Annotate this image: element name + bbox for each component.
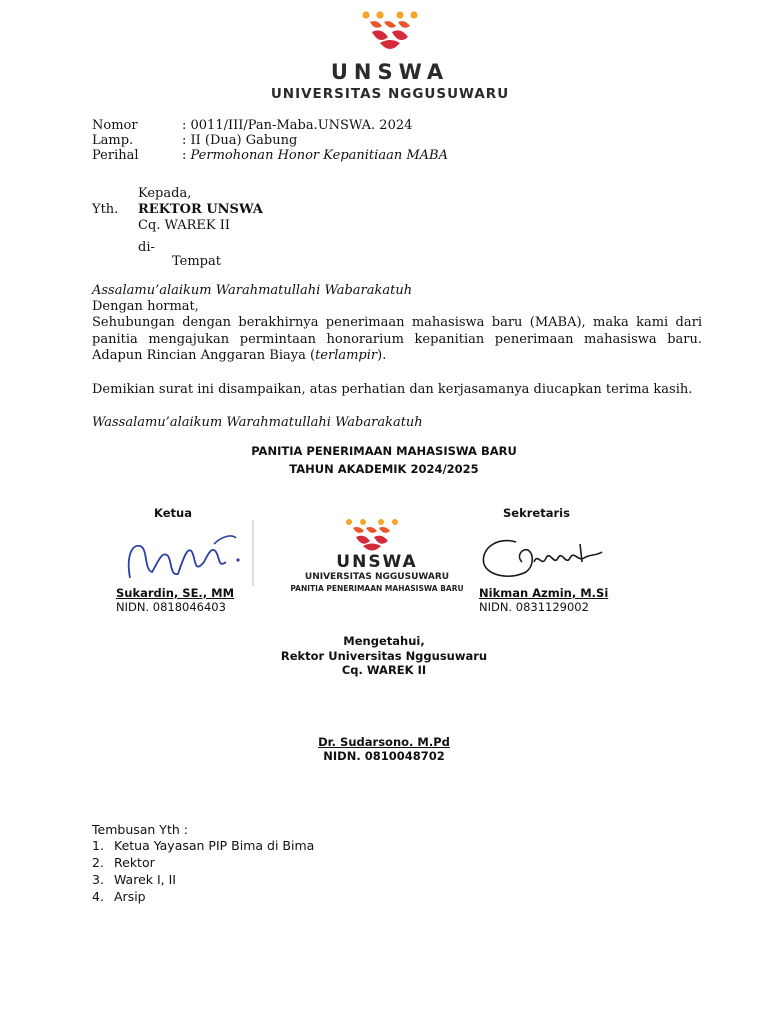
committee-year: TAHUN AKADEMIK 2024/2025 bbox=[289, 462, 479, 476]
sekretaris-name: Nikman Azmin, M.Si bbox=[479, 586, 609, 600]
sekretaris-title: Sekretaris bbox=[503, 506, 570, 520]
lamp-label: Lamp. bbox=[92, 133, 134, 148]
recipient-cq: Cq. WAREK II bbox=[138, 218, 231, 233]
letterhead-name: UNSWA bbox=[330, 60, 450, 84]
greeting: Dengan hormat, bbox=[92, 299, 199, 314]
ketua-title: Ketua bbox=[154, 506, 192, 520]
rektor-name: Dr. Sudarsono. M.Pd bbox=[318, 735, 450, 749]
stamp-name: UNSWA bbox=[336, 552, 418, 572]
tempat-label: Tempat bbox=[172, 254, 221, 269]
nomor-label: Nomor bbox=[92, 118, 138, 133]
perihal-colon: : bbox=[182, 148, 191, 163]
approval-cq: Cq. WAREK II bbox=[341, 663, 427, 677]
list-item: 3. Warek I, II bbox=[92, 872, 176, 887]
terlampir-text: terlampir bbox=[315, 348, 378, 363]
ketua-signature-icon bbox=[118, 516, 258, 588]
sekretaris-signature-icon bbox=[476, 532, 606, 584]
committee-stamp bbox=[283, 518, 471, 596]
rektor-nidn: NIDN. 0810048702 bbox=[323, 749, 445, 763]
list-item: 1. Ketua Yayasan PIP Bima di Bima bbox=[92, 838, 315, 853]
nomor-value: : 0011/III/Pan-Maba.UNSWA. 2024 bbox=[182, 118, 413, 133]
letterhead bbox=[250, 10, 530, 100]
ketua-nidn: NIDN. 0818046403 bbox=[116, 600, 226, 614]
list-item: 4. Arsip bbox=[92, 889, 146, 904]
paragraph-request-end: ). bbox=[377, 348, 387, 363]
lamp-value: : II (Dua) Gabung bbox=[182, 133, 298, 148]
salam-open: Assalamu’alaikum Warahmatullahi Wabarakatuh bbox=[92, 283, 413, 298]
perihal-label: Perihal bbox=[92, 148, 139, 163]
committee-title: PANITIA PENERIMAAN MAHASISWA BARU bbox=[251, 444, 517, 458]
sekretaris-nidn: NIDN. 0831129002 bbox=[479, 600, 589, 614]
perihal-row bbox=[182, 148, 448, 164]
kepada-label: Kepada, bbox=[138, 186, 192, 201]
perihal-value: Permohonan Honor Kepanitiaan MABA bbox=[190, 148, 448, 163]
university-logo-icon bbox=[352, 10, 428, 54]
mengetahui-label: Mengetahui, bbox=[343, 634, 425, 648]
paragraph-closing: Demikian surat ini disampaikan, atas perhatian dan kerjasamanya diucapkan terima kasih. bbox=[92, 382, 693, 397]
di-label: di- bbox=[138, 240, 155, 255]
letterhead-full-name: UNIVERSITAS NGGUSUWARU bbox=[270, 86, 510, 102]
paragraph-request bbox=[92, 315, 702, 365]
recipient-name: REKTOR UNSWA bbox=[138, 202, 263, 217]
stamp-logo-icon bbox=[337, 518, 407, 554]
tembusan-title: Tembusan Yth : bbox=[92, 822, 188, 837]
paragraph-request-main: Sehubungan dengan berakhirnya penerimaan mahasiswa baru (MABA), maka kami dari panitia mengajukan permintaan honorarium kepanitian penerimaan mahasiswa baru. Adapun Rincian Anggaran Biaya ( bbox=[92, 315, 702, 363]
yth-label: Yth. bbox=[92, 202, 119, 217]
stamp-university: UNIVERSITAS NGGUSUWARU bbox=[304, 572, 450, 582]
stamp-committee: PANITIA PENERIMAAN MAHASISWA BARU bbox=[290, 584, 464, 593]
rektor-title: Rektor Universitas Nggusuwaru bbox=[280, 649, 488, 663]
list-item: 2. Rektor bbox=[92, 855, 155, 870]
salam-close: Wassalamu’alaikum Warahmatullahi Wabarakatuh bbox=[92, 415, 423, 430]
ketua-name: Sukardin, SE., MM bbox=[116, 586, 235, 600]
